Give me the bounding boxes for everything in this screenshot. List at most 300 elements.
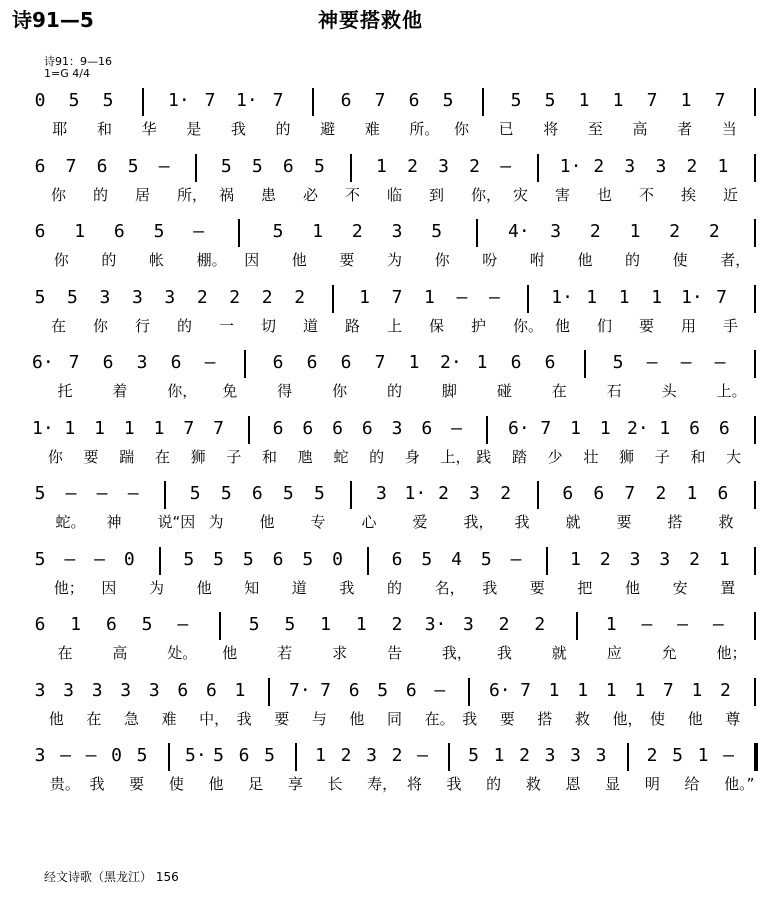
barline xyxy=(350,481,352,509)
barline xyxy=(754,481,756,509)
note: – xyxy=(85,745,97,766)
note: 5 xyxy=(377,679,389,701)
note: 3 xyxy=(655,155,667,177)
scripture-ref: 诗91：9—16 xyxy=(44,55,112,68)
barline xyxy=(754,678,756,706)
note: – xyxy=(434,679,446,701)
lyric-syllable: 高 xyxy=(112,644,128,662)
note: 7 xyxy=(391,286,403,308)
lyric-syllable: 棚。 xyxy=(196,251,227,269)
note: 1· xyxy=(559,155,582,177)
note: 5 xyxy=(127,155,139,177)
note: 3 xyxy=(164,286,176,308)
note: 5 xyxy=(68,90,80,111)
lyric-syllable: 把 xyxy=(577,578,593,597)
note: 1 xyxy=(359,286,370,308)
note: 2 xyxy=(407,155,418,177)
note: 2 xyxy=(438,483,449,504)
note: – xyxy=(723,745,734,766)
lyric-syllable: 践 xyxy=(476,447,492,466)
barline xyxy=(627,743,629,771)
note: 5 xyxy=(468,745,479,766)
lyric-syllable: 贵。 xyxy=(49,775,80,793)
barline xyxy=(537,154,539,182)
note: 6 xyxy=(544,352,556,373)
note: 3 xyxy=(136,352,148,373)
note: – xyxy=(714,352,726,373)
lyric-syllable: 他 xyxy=(222,644,238,662)
lyrics-line xyxy=(0,511,776,535)
lyric-syllable: 所， xyxy=(177,185,208,204)
lyric-syllable: 我 xyxy=(339,578,355,597)
note: 1 xyxy=(659,417,671,439)
note: 5 xyxy=(213,548,224,570)
note: 6 xyxy=(348,679,360,701)
note: 7 xyxy=(374,352,386,373)
note: 2 xyxy=(500,483,512,504)
note: 5 xyxy=(183,548,195,570)
lyric-syllable: 你 xyxy=(47,447,63,466)
note: – xyxy=(677,614,689,635)
note: 1 xyxy=(153,417,165,439)
note: 5 xyxy=(272,221,284,242)
note: 5 xyxy=(313,155,325,177)
lyric-syllable: 子 xyxy=(654,447,670,466)
note: 5 xyxy=(242,548,254,570)
lyric-syllable: 不 xyxy=(639,185,655,204)
lyric-syllable: 尊 xyxy=(725,709,741,728)
note: 2· xyxy=(627,417,649,439)
lyric-syllable: 道 xyxy=(303,316,319,335)
lyric-syllable: 壮 xyxy=(583,447,599,466)
note: 3 xyxy=(99,286,111,308)
note: 7 xyxy=(624,483,636,504)
barline xyxy=(268,678,270,706)
lyric-syllable: 托 xyxy=(57,382,73,400)
note: 7 xyxy=(374,90,386,111)
lyric-syllable: 中， xyxy=(199,709,230,728)
note: 2 xyxy=(261,286,273,308)
lyric-syllable: 的 xyxy=(275,120,291,138)
lyric-syllable: 至 xyxy=(587,120,603,138)
lyric-syllable: 患 xyxy=(261,185,277,204)
lyrics-line xyxy=(0,184,776,208)
lyric-syllable: 的 xyxy=(369,447,385,466)
note: 1 xyxy=(578,90,590,111)
lyric-syllable: 知 xyxy=(244,578,260,597)
note: 1 xyxy=(64,417,76,439)
note: 5 xyxy=(220,155,232,177)
note: 3 xyxy=(34,745,46,766)
note: 1 xyxy=(312,221,324,242)
note: – xyxy=(646,352,658,373)
barline xyxy=(754,350,756,378)
lyric-syllable: 心 xyxy=(361,513,377,531)
note: – xyxy=(456,286,468,308)
note: 5 xyxy=(442,90,454,111)
note: – xyxy=(64,548,76,570)
lyric-syllable: 头 xyxy=(661,382,677,400)
note: 5 xyxy=(313,483,325,504)
note: 5 xyxy=(544,90,556,111)
lyric-syllable: 华 xyxy=(141,120,157,138)
lyric-syllable: 和 xyxy=(96,120,112,138)
lyric-syllable: 着 xyxy=(112,382,128,400)
note: 6 xyxy=(717,483,729,504)
note: 6 xyxy=(718,417,730,439)
lyric-syllable: 我 xyxy=(230,120,246,138)
lyric-syllable: 告 xyxy=(387,644,403,662)
lyric-syllable: 是 xyxy=(186,120,202,138)
lyric-syllable: 我， xyxy=(463,513,494,531)
lyric-syllable: 使 xyxy=(650,709,666,728)
note: 5 xyxy=(480,548,492,570)
barline xyxy=(576,612,578,640)
barline xyxy=(195,154,197,182)
notes-line xyxy=(0,88,776,118)
lyric-syllable: 必 xyxy=(303,185,319,204)
note: 3 xyxy=(438,155,449,177)
lyric-syllable: 他 xyxy=(625,578,641,597)
note: 5 xyxy=(431,221,443,242)
note: 1· xyxy=(551,286,573,308)
lyric-syllable: 的 xyxy=(93,185,109,204)
lyric-syllable: 我 xyxy=(514,513,530,531)
barline xyxy=(367,547,369,575)
lyric-syllable: 在。 xyxy=(424,709,455,728)
note: 1 xyxy=(408,352,420,373)
lyric-syllable: 在 xyxy=(86,709,102,728)
lyric-syllable: 行 xyxy=(135,316,151,335)
lyric-syllable: 你。 xyxy=(513,316,544,335)
note: 6· xyxy=(508,417,530,439)
notes-line xyxy=(0,219,776,249)
barline xyxy=(448,743,450,771)
lyric-syllable: 名， xyxy=(434,578,465,597)
lyric-syllable: 你 xyxy=(434,251,450,269)
barline xyxy=(248,416,250,444)
lyric-syllable: 我 xyxy=(462,709,478,728)
note: 6 xyxy=(205,679,217,701)
note: 6 xyxy=(332,417,343,439)
lyric-syllable: 为 xyxy=(208,513,224,531)
note: 1· xyxy=(32,417,54,439)
note: 1 xyxy=(123,417,135,439)
lyric-syllable: 我 xyxy=(446,775,462,793)
note: 3 xyxy=(120,679,132,701)
lyric-syllable: 和 xyxy=(690,447,706,466)
note: 6· xyxy=(488,679,511,701)
note: 7 xyxy=(213,417,224,439)
note: 0 xyxy=(332,548,343,570)
note: 6 xyxy=(282,155,294,177)
lyric-syllable: 者， xyxy=(720,251,751,269)
notes-line xyxy=(0,481,776,511)
lyric-syllable: 他 xyxy=(687,709,703,728)
note: 6· xyxy=(32,352,54,373)
note: 6 xyxy=(272,417,284,439)
barline xyxy=(164,481,166,509)
note: 2 xyxy=(294,286,306,308)
lyric-syllable: 寿， xyxy=(367,775,398,793)
lyric-syllable: 少 xyxy=(547,447,563,466)
note: 4 xyxy=(451,548,462,570)
lyric-syllable: 的 xyxy=(486,775,502,793)
note: 2 xyxy=(686,155,698,177)
note: 6 xyxy=(102,352,114,373)
lyric-syllable: 我 xyxy=(482,578,498,597)
lyrics-line xyxy=(0,642,776,666)
note: 0 xyxy=(123,548,135,570)
note: 1 xyxy=(686,483,698,504)
barline xyxy=(468,678,470,706)
lyrics-line xyxy=(0,249,776,273)
notes-line xyxy=(0,285,776,315)
lyric-syllable: 你 xyxy=(51,185,67,204)
lyric-syllable: 要 xyxy=(129,775,145,793)
notes-line xyxy=(0,547,776,577)
barline xyxy=(754,416,756,444)
note: 1 xyxy=(634,679,646,701)
note: – xyxy=(500,155,512,177)
note: 1 xyxy=(618,286,630,308)
barline xyxy=(754,743,758,771)
lyric-syllable: 我 xyxy=(496,644,512,662)
note: 6 xyxy=(251,483,263,504)
lyric-syllable: 要 xyxy=(529,578,545,597)
lyric-syllable: 的 xyxy=(387,382,403,400)
note: – xyxy=(158,155,170,177)
note: 1 xyxy=(70,614,82,635)
lyric-syllable: 专 xyxy=(310,513,326,531)
note: 2 xyxy=(646,745,658,766)
lyric-syllable: 高 xyxy=(632,120,648,138)
note: 2 xyxy=(196,286,208,308)
note: 5· xyxy=(185,745,207,766)
lyric-syllable: 给 xyxy=(684,775,700,793)
note: 1 xyxy=(651,286,663,308)
lyric-syllable: 要 xyxy=(499,709,515,728)
lyric-syllable: 们 xyxy=(597,316,613,335)
note: 6 xyxy=(340,352,352,373)
note: 3 xyxy=(629,548,641,570)
lyric-syllable: 狮 xyxy=(190,447,206,466)
note: 7 xyxy=(714,90,726,111)
lyric-syllable: 我 xyxy=(89,775,105,793)
lyric-syllable: 使 xyxy=(672,251,688,269)
note: 5 xyxy=(141,614,153,635)
note: 5 xyxy=(213,745,224,766)
note: 3 xyxy=(624,155,636,177)
lyric-syllable: 到 xyxy=(429,185,445,204)
note: 0 xyxy=(34,90,46,111)
note: – xyxy=(641,614,653,635)
note: 5 xyxy=(102,90,114,111)
lyric-syllable: 吩 xyxy=(482,251,498,269)
lyric-syllable: 搭 xyxy=(537,709,553,728)
lyric-syllable: 脚 xyxy=(441,382,457,400)
note: 2 xyxy=(593,155,605,177)
staff-system xyxy=(0,350,776,412)
lyrics-line xyxy=(0,577,776,601)
note: 7 xyxy=(520,679,531,701)
note: 5 xyxy=(248,614,260,635)
note: 5 xyxy=(302,548,314,570)
lyric-syllable: 蛇。 xyxy=(55,513,86,531)
note: 6 xyxy=(272,352,284,373)
lyric-syllable: 你 xyxy=(93,316,109,335)
lyric-syllable: 上 xyxy=(387,316,403,335)
barline xyxy=(527,285,529,313)
lyric-syllable: 耶 xyxy=(52,120,68,138)
lyric-syllable: 将 xyxy=(543,120,559,138)
note: 6 xyxy=(593,483,605,504)
lyric-syllable: 若 xyxy=(277,644,293,662)
note: 6 xyxy=(34,221,46,242)
note: 1 xyxy=(320,614,332,635)
note: 4· xyxy=(508,221,530,242)
note: 6 xyxy=(96,155,108,177)
note: 2 xyxy=(391,745,403,766)
lyric-syllable: 我 xyxy=(236,709,252,728)
note: 6 xyxy=(689,417,700,439)
note: 6 xyxy=(405,679,417,701)
note: 1 xyxy=(605,679,617,701)
hymn-number: 诗91—5 xyxy=(12,8,94,32)
note: 1 xyxy=(717,155,729,177)
lyric-syllable: 祸 xyxy=(219,185,235,204)
note: 1 xyxy=(234,679,246,701)
note: – xyxy=(96,483,108,504)
note: 3 xyxy=(544,745,556,766)
note: 6 xyxy=(302,417,314,439)
note: 5 xyxy=(284,614,296,635)
note: 3 xyxy=(131,286,143,308)
note: 5 xyxy=(34,483,46,504)
note: – xyxy=(65,483,77,504)
lyric-syllable: 得 xyxy=(277,382,293,400)
lyric-syllable: 的 xyxy=(625,251,641,269)
lyric-syllable: 要 xyxy=(83,447,99,466)
note: – xyxy=(127,483,139,504)
note: 6 xyxy=(408,90,420,111)
lyric-syllable: 他 xyxy=(577,251,593,269)
note: 7 xyxy=(183,417,195,439)
note: 3 xyxy=(469,483,481,504)
note: – xyxy=(204,352,216,373)
note: 2 xyxy=(498,614,510,635)
lyric-syllable: 处。 xyxy=(167,644,198,662)
note: 5 xyxy=(153,221,165,242)
lyric-syllable: 挨 xyxy=(681,185,697,204)
note: 5 xyxy=(264,745,275,766)
lyric-syllable: 长 xyxy=(327,775,343,793)
note: 1 xyxy=(476,352,488,373)
barline xyxy=(476,219,478,247)
lyric-syllable: 难 xyxy=(161,709,177,728)
lyric-syllable: 一 xyxy=(219,316,235,335)
lyric-syllable: 蛇 xyxy=(333,447,349,466)
lyric-syllable: 你 xyxy=(53,251,69,269)
notes-line xyxy=(0,416,776,446)
lyric-syllable: 因 xyxy=(101,578,117,597)
note: 1· xyxy=(404,483,427,504)
note: 6 xyxy=(238,745,250,766)
lyric-syllable: 虺 xyxy=(297,447,313,466)
lyric-syllable: 用 xyxy=(681,316,697,335)
lyric-syllable: 使 xyxy=(168,775,184,793)
staff-system xyxy=(0,481,776,543)
barline xyxy=(219,612,221,640)
note: 1· xyxy=(236,90,258,111)
lyric-syllable: 明 xyxy=(644,775,660,793)
lyrics-line xyxy=(0,708,776,732)
lyric-syllable: 护 xyxy=(471,316,487,335)
lyric-syllable: 临 xyxy=(387,185,403,204)
barline xyxy=(546,547,548,575)
staff-system xyxy=(0,547,776,609)
staff-system xyxy=(0,743,776,805)
note: 7 xyxy=(716,286,727,308)
lyric-syllable: 的 xyxy=(387,578,403,597)
lyric-syllable: 他 xyxy=(349,709,365,728)
note: 2 xyxy=(669,221,681,242)
lyric-syllable: 在 xyxy=(154,447,170,466)
note: 1 xyxy=(315,745,326,766)
lyric-syllable: 同 xyxy=(387,709,403,728)
note: – xyxy=(712,614,724,635)
note: 6 xyxy=(272,548,284,570)
score-meta xyxy=(44,56,112,80)
lyric-syllable: 和 xyxy=(262,447,278,466)
barline xyxy=(584,350,586,378)
note: – xyxy=(94,548,105,570)
note: 3· xyxy=(424,614,447,635)
lyric-syllable: 身 xyxy=(404,447,420,466)
lyric-syllable: 已 xyxy=(498,120,514,138)
note: 1 xyxy=(74,221,86,242)
barline xyxy=(486,416,488,444)
lyric-syllable: 就 xyxy=(565,513,581,531)
lyric-syllable: 在 xyxy=(51,316,67,335)
note: 3 xyxy=(63,679,74,701)
note: 7 xyxy=(65,155,77,177)
lyric-syllable: 他 xyxy=(48,709,64,728)
note: 6 xyxy=(562,483,574,504)
note: 5 xyxy=(136,745,148,766)
lyric-syllable: 你， xyxy=(167,382,198,400)
barline xyxy=(159,547,161,575)
note: 7 xyxy=(540,417,552,439)
lyric-syllable: 求 xyxy=(332,644,348,662)
lyric-syllable: 上， xyxy=(440,447,471,466)
lyric-syllable: 的 xyxy=(101,251,117,269)
note: – xyxy=(417,745,428,766)
note: 2 xyxy=(599,548,611,570)
barline xyxy=(537,481,539,509)
lyric-syllable: 他。” xyxy=(724,775,755,793)
barline xyxy=(482,88,484,116)
lyric-syllable: 难 xyxy=(364,120,380,138)
note: 6 xyxy=(34,155,46,177)
note: 6 xyxy=(340,90,352,111)
lyrics-line xyxy=(0,118,776,142)
barline xyxy=(754,154,756,182)
note: 6 xyxy=(361,417,373,439)
note: 2 xyxy=(689,548,700,570)
note: 1 xyxy=(493,745,505,766)
staff-system xyxy=(0,416,776,478)
